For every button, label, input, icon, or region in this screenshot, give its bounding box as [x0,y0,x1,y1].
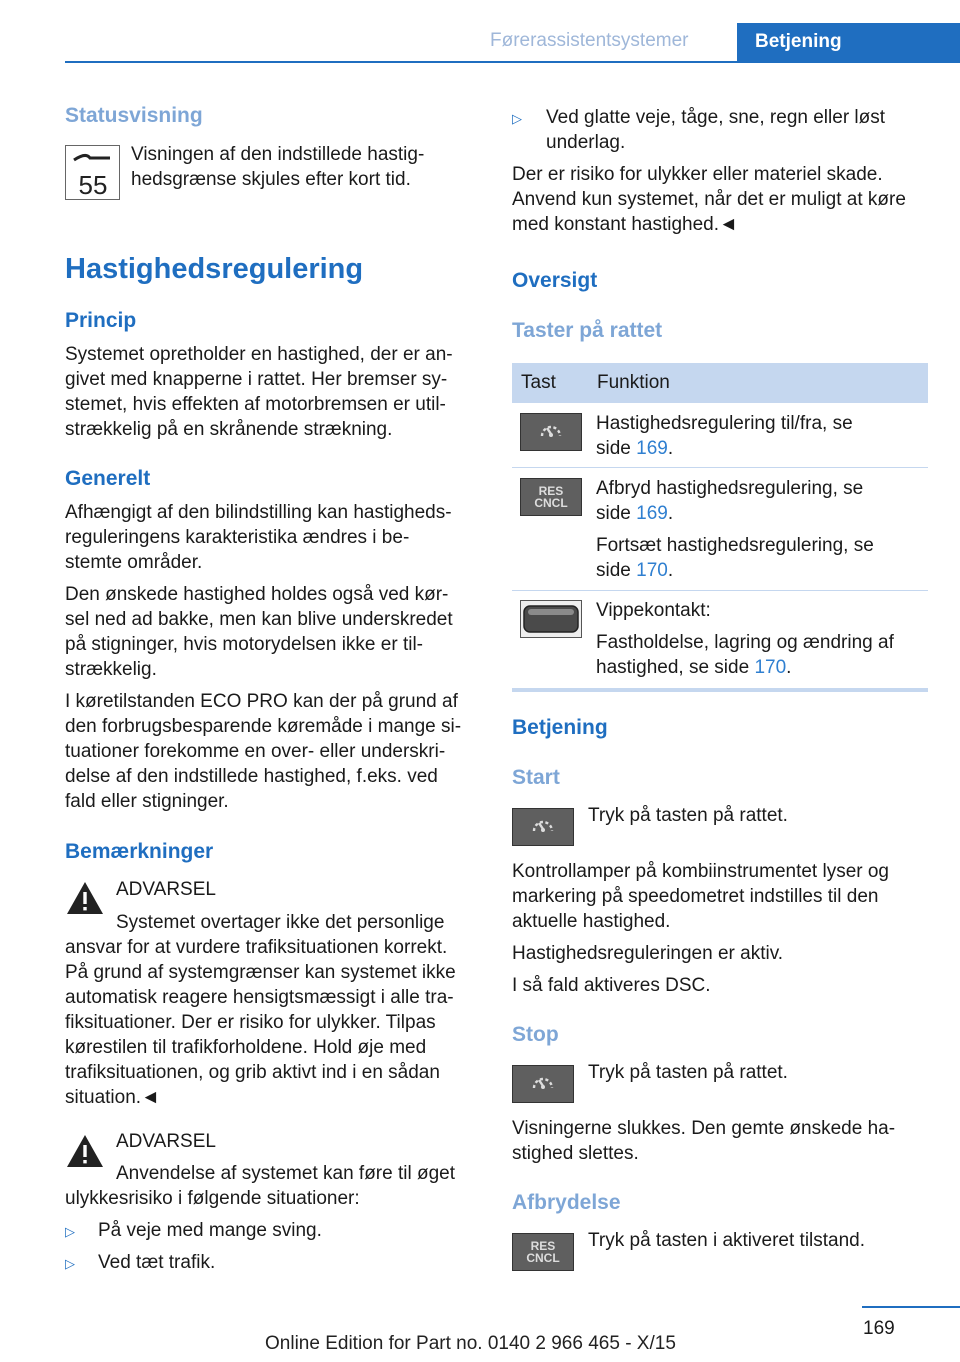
generelt-p2-line: Den ønskede hastighed holdes også ved kør- [65,584,449,605]
bullet-triangle-icon: ▷ [512,111,522,126]
princip-line: stemet, hvis effekten af motorbremsen er util- [65,394,446,415]
taster-heading: Taster på rattet [512,319,663,342]
statusvisning-heading: Statusvisning [65,104,203,127]
princip-line: strækkelig på en skrånende strækning. [65,419,393,440]
bullet-item: Ved tæt trafik. [98,1252,216,1273]
visning-line: Visningerne slukkes. Den gemte ønskede ha- [512,1118,896,1139]
table-row-divider [512,590,928,591]
rocker-switch-icon [520,600,582,638]
header-section: Førerassistentsystemer [490,30,689,51]
generelt-p1-line: stemte områder. [65,552,203,573]
table-row-divider [512,467,928,468]
table-row-1-text: Hastighedsregulering til/fra, se [596,413,853,434]
start-heading: Start [512,766,560,789]
cruise-control-key-icon [512,1065,574,1103]
warning-1-line: Systemet overtager ikke det personlige [116,912,445,933]
speed-limit-number: 55 [78,170,108,200]
generelt-p3-line: fald eller stigninger. [65,791,229,812]
kontrol-line: aktuelle hastighed. [512,911,671,932]
table-header [512,363,928,403]
page-number: 169 [863,1318,895,1339]
bemaerkninger-heading: Bemærkninger [65,840,214,863]
table-row-3b-ref: hastighed, se side 170. [596,657,792,678]
generelt-p3-line: den forbrugsbesparende køremåde i mange si- [65,716,462,737]
bullet-item: På veje med mange sving. [98,1220,322,1241]
princip-line: Systemet opretholder en hastighed, der er an- [65,344,453,365]
speed-limit-icon [65,145,120,200]
table-row-2b-ref: side 170. [596,560,674,581]
page-link[interactable]: 170 [636,560,668,581]
warning-1-line: situation.◄ [65,1087,160,1108]
bullet-item: underlag. [546,132,626,153]
page-link[interactable]: 169 [636,503,668,524]
warning-2-line: Anvendelse af systemet kan føre til øget [116,1163,455,1184]
start-text: Tryk på tasten på rattet. [588,805,788,826]
page-header [0,0,960,64]
table-row-3-text: Vippekontakt: [596,600,711,621]
bullet-triangle-icon: ▷ [65,1224,75,1239]
table-col-funktion: Funktion [597,372,670,393]
generelt-p3-line: tuationer forekomme en over- eller underskri- [65,741,446,762]
afbrydelse-heading: Afbrydelse [512,1191,621,1214]
aktiv-text: Hastighedsreguleringen er aktiv. [512,943,784,964]
table-row-3b-text: Fastholdelse, lagring og ændring af [596,632,894,653]
statusvisning-text-1: Visningen af den indstillede hastig- [131,144,425,165]
stop-text: Tryk på tasten på rattet. [588,1062,788,1083]
warning-1-line: automatisk reagere hensigtsmæssigt i alle tra- [65,987,454,1008]
risk-line: Anvend kun systemet, når det er muligt at køre [512,189,906,210]
warning-1-line: På grund af systemgrænser kan systemet ikke [65,962,456,983]
dsc-text: I så fald aktiveres DSC. [512,975,711,996]
bullet-triangle-icon: ▷ [65,1256,75,1271]
table-row-2-text: Afbryd hastighedsregulering, se [596,478,864,499]
res-cncl-key-icon: RES CNCL [512,1233,574,1271]
warning-icon [65,880,105,916]
warning-1-line: kørestilen til trafikforholdene. Hold øje med [65,1037,427,1058]
table-col-tast: Tast [521,372,556,393]
warning-2-line: ulykkesrisiko i følgende situationer: [65,1188,360,1209]
betjening-heading: Betjening [512,716,608,739]
generelt-p1-line: Afhængigt af den bilindstilling kan hastigheds- [65,502,452,523]
table-bottom-rule [512,688,928,692]
visning-line: stighed slettes. [512,1143,639,1164]
bullet-item: Ved glatte veje, tåge, sne, regn eller løst [546,107,886,128]
cruise-control-key-icon [512,808,574,846]
oversigt-heading: Oversigt [512,269,598,292]
warning-2-title: ADVARSEL [116,1131,216,1152]
warning-icon [65,1133,105,1169]
table-row-2b-text: Fortsæt hastighedsregulering, se [596,535,874,556]
generelt-p3-line: I køretilstanden ECO PRO kan der på grund af [65,691,458,712]
kontrol-line: markering på speedometret indstilles til den [512,886,879,907]
statusvisning-text-2: hedsgrænse skjules efter kort tid. [131,169,411,190]
stop-heading: Stop [512,1023,559,1046]
page-title: Hastighedsregulering [65,253,364,285]
princip-line: givet med knapperne i rattet. Her bremser sy- [65,369,448,390]
warning-1-line: trafiksituationen, og grib aktivt ind i en sådan [65,1062,440,1083]
risk-line: Der er risiko for ulykker eller materiel skade. [512,164,883,185]
generelt-p2-line: sel ned ad bakke, men kan blive underskredet [65,609,453,630]
cruise-control-key-icon [520,413,582,451]
afbrydelse-text: Tryk på tasten i aktiveret tilstand. [588,1230,866,1251]
risk-line: med konstant hastighed.◄ [512,214,738,235]
table-row-2-ref: side 169. [596,503,674,524]
footer-edition: Online Edition for Part no. 0140 2 966 465 - X/15 [265,1333,676,1354]
generelt-p2-line: strækkelig. [65,659,157,680]
generelt-p2-line: på stigninger, hvis motorydelsen ikke er til- [65,634,423,655]
header-rule [65,61,960,63]
page-link[interactable]: 169 [636,438,668,459]
table-row-1-ref: side 169. [596,438,674,459]
warning-1-line: ansvar for at vurdere trafiksituationen korrekt. [65,937,448,958]
generelt-heading: Generelt [65,467,151,490]
warning-1-line: fiksituationer. Der er risiko for ulykker. Tilpas [65,1012,436,1033]
footer-rule [862,1306,960,1308]
generelt-p1-line: reguleringens karakteristika ændres i be- [65,527,410,548]
generelt-p3-line: delse af den indstillede hastighed, f.eks. ved [65,766,438,787]
kontrol-line: Kontrollamper på kombiinstrumentet lyser og [512,861,890,882]
princip-heading: Princip [65,309,137,332]
page-link[interactable]: 170 [754,657,787,678]
header-tab: Betjening [737,23,960,62]
res-cncl-key-icon: RES CNCL [520,478,582,516]
warning-1-title: ADVARSEL [116,879,216,900]
